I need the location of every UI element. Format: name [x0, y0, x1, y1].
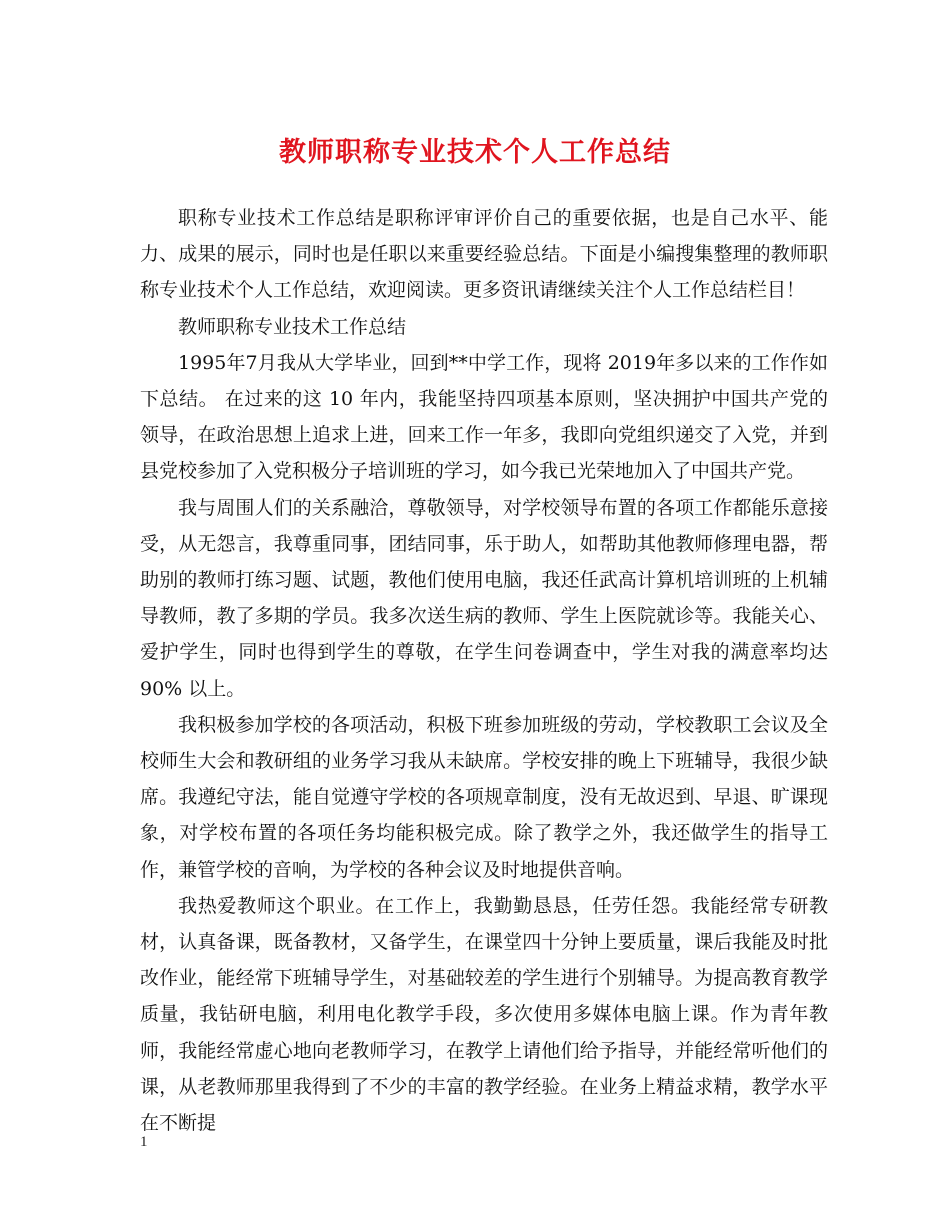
body-paragraph: 我积极参加学校的各项活动，积极下班参加班级的劳动，学校教职工会议及全校师生大会和教研组的业务学习我从未缺席。学校安排的晚上下班辅导，我很少缺席。我遵纪守法，能自觉遵守学校的各项规章制度，没有无故迟到、早退、旷课现象，对学校布置的各项任务均能积极完成。除了教学之外，我还做学生的指导工作，兼管学校的音响，为学校的各种会议及时地提供音响。 — [140, 713, 828, 881]
document-body — [140, 200, 828, 1141]
page-number: 1 — [140, 1134, 148, 1150]
document-title: 教师职称专业技术个人工作总结 — [279, 137, 671, 168]
intro-paragraph: 职称专业技术工作总结是职称评审评价自己的重要依据，也是自己水平、能力、成果的展示，同时也是任职以来重要经验总结。下面是小编搜集整理的教师职称专业技术个人工作总结，欢迎阅读。更多资讯请继续关注个人工作总结栏目！ — [140, 207, 828, 302]
body-paragraph: 1995年7月我从大学毕业，回到**中学工作，现将 2019年多以来的工作作如下总结。 在过来的这 10 年内，我能坚持四项基本原则，坚决拥护中国共产党的领导，在政治思想上追求上进，回来工作一年多，我即向党组织递交了入党，并到县党校参加了入党积极分子培训班的学习，如今我已光荣地加入了中国共产党。 — [140, 351, 828, 483]
body-paragraph: 我热爱教师这个职业。在工作上，我勤勤恳恳，任劳任怨。我能经常专研教材，认真备课，既备教材，又备学生，在课堂四十分钟上要质量，课后我能及时批改作业，能经常下班辅导学生，对基础较差的学生进行个别辅导。为提高教育教学质量，我钻研电脑，利用电化教学手段，多次使用多媒体电脑上课。作为青年教师，我能经常虚心地向老教师学习，在教学上请他们给予指导，并能经常听他们的课，从老教师那里我得到了不少的丰富的教学经验。在业务上精益求精，教学水平在不断提 — [140, 894, 828, 1135]
section-heading: 教师职称专业技术工作总结 — [178, 315, 407, 338]
body-paragraph: 我与周围人们的关系融洽，尊敬领导，对学校领导布置的各项工作都能乐意接受，从无怨言，我尊重同事，团结同事，乐于助人，如帮助其他教师修理电器，帮助别的教师打练习题、试题，教他们使用电脑，我还任武高计算机培训班的上机辅导教师，教了多期的学员。我多次送生病的教师、学生上医院就诊等。我能关心、爱护学生，同时也得到学生的尊敬，在学生问卷调查中，学生对我的满意率均达 90% 以上。 — [140, 496, 828, 700]
